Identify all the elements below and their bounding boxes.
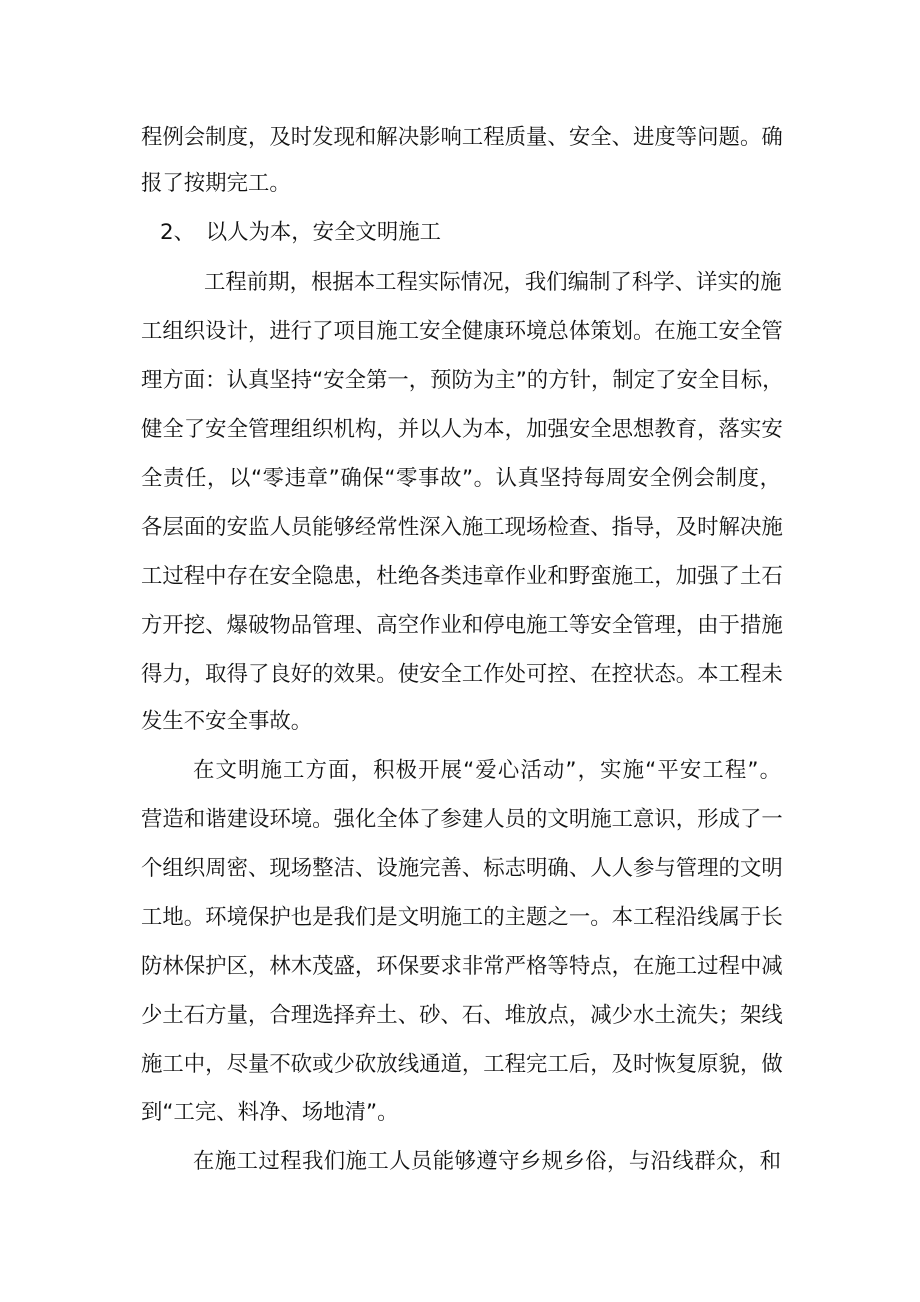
- text-line-2: 报了按期完工。: [141, 171, 291, 196]
- text-line-12: 得力，取得了良好的效果。使安全工作处可控、在控状态。本工程未: [141, 662, 783, 687]
- text-line-5: 工组织设计，进行了项目施工安全健康环境总体策划。在施工安全管: [141, 319, 783, 344]
- text-line-17: 工地。环境保护也是我们是文明施工的主题之一。本工程沿线属于长: [141, 905, 783, 930]
- text-line-14: 在文明施工方面，积极开展“爱心活动”，实施“平安工程”。: [193, 758, 781, 783]
- text-line-1: 程例会制度，及时发现和解决影响工程质量、安全、进度等问题。确: [141, 125, 783, 150]
- section-heading: 2、 以人为本，安全文明施工: [160, 220, 441, 245]
- text-line-6: 理方面：认真坚持“安全第一，预防为主”的方针，制定了安全目标，: [141, 368, 784, 393]
- text-line-11: 方开挖、爆破物品管理、高空作业和停电施工等安全管理，由于措施: [141, 613, 783, 638]
- text-line-9: 各层面的安监人员能够经常性深入施工现场检查、指导，及时解决施: [141, 515, 783, 540]
- text-line-21: 到“工完、料净、场地清”。: [141, 1100, 399, 1125]
- text-line-22: 在施工过程我们施工人员能够遵守乡规乡俗，与沿线群众，和: [193, 1149, 781, 1174]
- text-line-18: 防林保护区，林木茂盛，环保要求非常严格等特点，在施工过程中减: [141, 954, 783, 979]
- text-line-4: 工程前期，根据本工程实际情况，我们编制了科学、详实的施: [204, 270, 782, 295]
- text-line-13: 发生不安全事故。: [141, 709, 313, 734]
- text-line-15: 营造和谐建设环境。强化全体了参建人员的文明施工意识，形成了一: [141, 807, 783, 832]
- text-line-10: 工过程中存在安全隐患，杜绝各类违章作业和野蛮施工，加强了土石: [141, 564, 783, 589]
- text-line-16: 个组织周密、现场整洁、设施完善、标志明确、人人参与管理的文明: [141, 856, 783, 881]
- text-line-8: 全责任，以“零违章”确保“零事故”。认真坚持每周安全例会制度，: [141, 466, 781, 491]
- text-line-20: 施工中，尽量不砍或少砍放线通道，工程完工后，及时恢复原貌，做: [141, 1052, 783, 1077]
- text-line-19: 少土石方量，合理选择弃土、砂、石、堆放点，减少水土流失；架线: [141, 1003, 783, 1028]
- text-line-7: 健全了安全管理组织机构，并以人为本，加强安全思想教育，落实安: [141, 417, 783, 442]
